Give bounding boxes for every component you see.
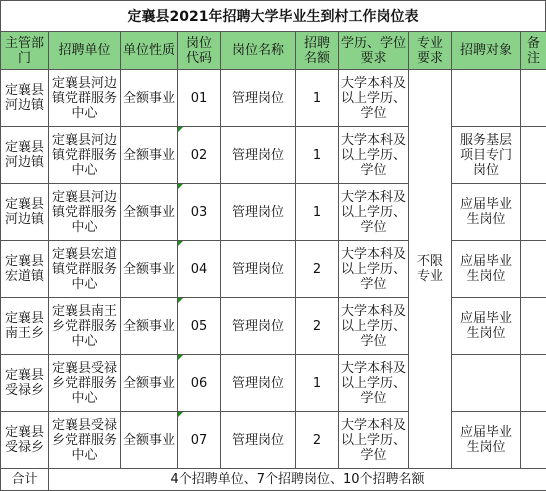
header-unit [49, 32, 121, 70]
target-text: 应届毕业生岗位 [452, 425, 520, 455]
header-unit-label: 招聘单位 [49, 43, 120, 58]
count-text: 2 [296, 433, 338, 448]
total-summary-cell [49, 469, 546, 491]
target-text: 应届毕业生岗位 [452, 311, 520, 341]
post-text: 管理岗位 [221, 376, 295, 391]
cell-unit [49, 184, 121, 241]
comment-marker-icon [178, 355, 183, 360]
cell-nature [121, 412, 178, 469]
cell-note [521, 127, 546, 184]
dept-text: 定襄县河边镇 [1, 140, 48, 170]
code-text: 03 [178, 205, 220, 220]
table-row [1, 241, 546, 298]
code-text: 04 [178, 262, 220, 277]
cell-count [296, 184, 339, 241]
count-text: 2 [296, 319, 338, 334]
cell-dept [1, 70, 49, 127]
total-label: 合计 [1, 472, 48, 487]
comment-marker-icon [178, 412, 183, 417]
comment-marker-icon [178, 127, 183, 132]
header-count [296, 32, 339, 70]
unit-text: 定襄县河边镇党群服务中心 [49, 76, 120, 121]
header-dept [1, 32, 49, 70]
dept-text: 定襄县南王乡 [1, 311, 48, 341]
cell-dept [1, 184, 49, 241]
post-text: 管理岗位 [221, 148, 295, 163]
cell-note [521, 298, 546, 355]
post-text: 管理岗位 [221, 262, 295, 277]
cell-dept [1, 127, 49, 184]
cell-target [452, 70, 521, 127]
cell-dept [1, 355, 49, 412]
header-code [178, 32, 221, 70]
nature-text: 全额事业 [121, 205, 177, 220]
cell-post [221, 184, 296, 241]
nature-text: 全额事业 [121, 91, 177, 106]
cell-code [178, 184, 221, 241]
header-major-label: 专业要求 [409, 36, 451, 66]
count-text: 1 [296, 376, 338, 391]
cell-dept [1, 241, 49, 298]
dept-text: 定襄县宏道镇 [1, 254, 48, 284]
code-text: 01 [178, 91, 220, 106]
cell-edu [339, 412, 409, 469]
cell-unit [49, 412, 121, 469]
post-text: 管理岗位 [221, 319, 295, 334]
post-text: 管理岗位 [221, 433, 295, 448]
edu-text: 大学本科及以上学历、学位 [339, 361, 408, 406]
cell-note [521, 184, 546, 241]
header-nature [121, 32, 178, 70]
header-nature-label: 单位性质 [121, 43, 177, 58]
cell-post [221, 241, 296, 298]
header-target [452, 32, 521, 70]
cell-target [452, 184, 521, 241]
table-row [1, 70, 546, 127]
cell-code [178, 412, 221, 469]
cell-target [452, 298, 521, 355]
dept-text: 定襄县受禄乡 [1, 425, 48, 455]
cell-count [296, 70, 339, 127]
cell-nature [121, 298, 178, 355]
header-post-label: 岗位名称 [221, 43, 295, 58]
unit-text: 定襄县南王乡党群服务中心 [49, 304, 120, 349]
cell-count [296, 127, 339, 184]
cell-edu [339, 355, 409, 412]
cell-unit [49, 70, 121, 127]
cell-code [178, 70, 221, 127]
unit-text: 定襄县受禄乡党群服务中心 [49, 361, 120, 406]
nature-text: 全额事业 [121, 262, 177, 277]
edu-text: 大学本科及以上学历、学位 [339, 304, 408, 349]
cell-code [178, 241, 221, 298]
target-text: 服务基层项目专门岗位 [452, 133, 520, 178]
cell-target [452, 127, 521, 184]
cell-post [221, 412, 296, 469]
dept-text: 定襄县河边镇 [1, 197, 48, 227]
cell-nature [121, 184, 178, 241]
count-text: 1 [296, 148, 338, 163]
cell-code [178, 298, 221, 355]
cell-note [521, 355, 546, 412]
cell-unit [49, 127, 121, 184]
post-text: 管理岗位 [221, 205, 295, 220]
cell-nature [121, 241, 178, 298]
cell-post [221, 355, 296, 412]
cell-nature [121, 70, 178, 127]
header-target-label: 招聘对象 [452, 43, 520, 58]
count-text: 1 [296, 205, 338, 220]
header-edu [339, 32, 409, 70]
cell-edu [339, 70, 409, 127]
edu-text: 大学本科及以上学历、学位 [339, 247, 408, 292]
table-row [1, 298, 546, 355]
nature-text: 全额事业 [121, 319, 177, 334]
dept-text: 定襄县河边镇 [1, 83, 48, 113]
cell-unit [49, 355, 121, 412]
cell-note [521, 70, 546, 127]
cell-count [296, 355, 339, 412]
comment-marker-icon [178, 298, 183, 303]
cell-dept [1, 412, 49, 469]
cell-nature [121, 355, 178, 412]
unit-text: 定襄县河边镇党群服务中心 [49, 133, 120, 178]
count-text: 2 [296, 262, 338, 277]
cell-count [296, 241, 339, 298]
header-major [409, 32, 452, 70]
major-text: 不限专业 [409, 254, 451, 284]
cell-dept [1, 298, 49, 355]
job-table [0, 31, 546, 491]
post-text: 管理岗位 [221, 91, 295, 106]
total-label-cell [1, 469, 49, 491]
edu-text: 大学本科及以上学历、学位 [339, 418, 408, 463]
cell-code [178, 355, 221, 412]
total-summary: 4个招聘单位、7个招聘岗位、10个招聘名额 [49, 472, 546, 487]
cell-count [296, 412, 339, 469]
cell-target [452, 412, 521, 469]
cell-post [221, 127, 296, 184]
cell-major-merged [409, 70, 452, 469]
cell-target [452, 355, 521, 412]
edu-text: 大学本科及以上学历、学位 [339, 133, 408, 178]
table-title: 定襄县2021年招聘大学毕业生到村工作岗位表 [0, 0, 546, 31]
header-note [521, 32, 546, 70]
header-row [1, 32, 546, 70]
unit-text: 定襄县宏道镇党群服务中心 [49, 247, 120, 292]
cell-target [452, 241, 521, 298]
cell-code [178, 127, 221, 184]
edu-text: 大学本科及以上学历、学位 [339, 76, 408, 121]
code-text: 06 [178, 376, 220, 391]
table-row [1, 127, 546, 184]
cell-edu [339, 298, 409, 355]
cell-note [521, 412, 546, 469]
edu-text: 大学本科及以上学历、学位 [339, 190, 408, 235]
header-count-label: 招聘名额 [296, 36, 338, 66]
cell-post [221, 298, 296, 355]
nature-text: 全额事业 [121, 433, 177, 448]
header-code-label: 岗位代码 [178, 36, 220, 66]
unit-text: 定襄县受禄乡党群服务中心 [49, 418, 120, 463]
cell-edu [339, 184, 409, 241]
header-dept-label: 主管部门 [1, 36, 48, 66]
dept-text: 定襄县受禄乡 [1, 368, 48, 398]
table-row [1, 412, 546, 469]
table-row [1, 355, 546, 412]
cell-note [521, 241, 546, 298]
nature-text: 全额事业 [121, 376, 177, 391]
total-row [1, 469, 546, 491]
cell-unit [49, 241, 121, 298]
header-post [221, 32, 296, 70]
unit-text: 定襄县河边镇党群服务中心 [49, 190, 120, 235]
header-edu-label: 学历、学位要求 [339, 36, 408, 66]
count-text: 1 [296, 91, 338, 106]
code-text: 02 [178, 148, 220, 163]
table-row [1, 184, 546, 241]
target-text: 应届毕业生岗位 [452, 254, 520, 284]
cell-unit [49, 298, 121, 355]
cell-edu [339, 127, 409, 184]
cell-edu [339, 241, 409, 298]
comment-marker-icon [178, 184, 183, 189]
cell-nature [121, 127, 178, 184]
code-text: 07 [178, 433, 220, 448]
nature-text: 全额事业 [121, 148, 177, 163]
cell-count [296, 298, 339, 355]
header-note-label: 备注 [521, 36, 546, 66]
comment-marker-icon [178, 241, 183, 246]
code-text: 05 [178, 319, 220, 334]
target-text: 应届毕业生岗位 [452, 197, 520, 227]
cell-post [221, 70, 296, 127]
